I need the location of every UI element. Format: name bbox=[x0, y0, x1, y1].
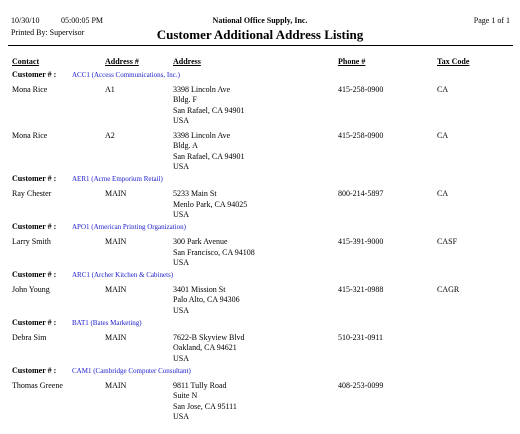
customer-label: Customer # : bbox=[12, 270, 57, 280]
report-body bbox=[0, 69, 520, 423]
address-line: Suite N bbox=[173, 391, 198, 401]
contact-name: Mona Rice bbox=[12, 85, 48, 94]
address-line: USA bbox=[173, 257, 190, 267]
address-number: MAIN bbox=[105, 380, 127, 390]
customer-name: AER1 (Acme Emporium Retail) bbox=[72, 175, 163, 184]
column-header-address-number: Address # bbox=[105, 57, 139, 66]
address-line: 300 Park Avenue bbox=[173, 237, 228, 247]
address-line: 3398 Lincoln Ave bbox=[173, 85, 231, 94]
address-line: San Jose, CA 95111 bbox=[173, 401, 237, 411]
address-line: Bldg. A bbox=[173, 141, 198, 151]
address-line: 3401 Mission St bbox=[173, 285, 226, 295]
customer-name: BAT1 (Bates Marketing) bbox=[72, 319, 142, 328]
address-line: Bldg. F bbox=[173, 95, 198, 105]
address-line: USA bbox=[173, 162, 190, 172]
tax-code: CA bbox=[437, 131, 449, 141]
phone-number: 510-231-0911 bbox=[338, 333, 384, 343]
printed-by: Printed By: Supervisor bbox=[11, 28, 85, 37]
address-line: San Francisco, CA 94108 bbox=[173, 247, 255, 257]
address-line: USA bbox=[173, 353, 190, 363]
address-line: 5233 Main St bbox=[173, 189, 217, 199]
customer-label: Customer # : bbox=[12, 222, 57, 232]
customer-header bbox=[0, 269, 520, 281]
address-row bbox=[0, 377, 520, 423]
customer-label: Customer # : bbox=[12, 174, 57, 184]
address-line: 9811 Tully Road bbox=[173, 380, 227, 390]
customer-label: Customer # : bbox=[12, 318, 57, 328]
contact-name: Debra Sim bbox=[12, 333, 47, 343]
address-number: A1 bbox=[105, 85, 115, 94]
address-line: 3398 Lincoln Ave bbox=[173, 131, 231, 141]
phone-number: 415-258-0900 bbox=[338, 85, 384, 94]
address-row bbox=[0, 329, 520, 365]
address-line: Oakland, CA 94621 bbox=[173, 343, 237, 353]
address-row bbox=[0, 281, 520, 317]
address-line: San Rafael, CA 94901 bbox=[173, 105, 245, 115]
address-line: 7622-B Skyview Blvd bbox=[173, 333, 245, 343]
customer-header bbox=[0, 317, 520, 329]
report-date: 10/30/10 bbox=[11, 16, 40, 25]
address-number: A2 bbox=[105, 131, 115, 141]
tax-code: CA bbox=[437, 85, 449, 94]
phone-number: 800-214-5897 bbox=[338, 189, 384, 199]
company-name: National Office Supply, Inc. bbox=[212, 16, 308, 25]
address-line: Menlo Park, CA 94025 bbox=[173, 199, 248, 209]
address-line: San Rafael, CA 94901 bbox=[173, 151, 245, 161]
customer-header bbox=[0, 173, 520, 185]
contact-name: Mona Rice bbox=[12, 131, 48, 141]
column-header-address: Address bbox=[173, 57, 201, 66]
address-line: USA bbox=[173, 411, 190, 421]
tax-code: CASF bbox=[437, 237, 458, 247]
address-row bbox=[0, 81, 520, 127]
phone-number: 415-258-0900 bbox=[338, 131, 384, 141]
header-rule bbox=[8, 45, 513, 46]
page-number: Page 1 of 1 bbox=[473, 16, 510, 25]
phone-number: 408-253-0099 bbox=[338, 380, 384, 390]
contact-name: Ray Chester bbox=[12, 189, 52, 199]
contact-name: Larry Smith bbox=[12, 237, 51, 247]
address-number: MAIN bbox=[105, 189, 127, 199]
address-number: MAIN bbox=[105, 237, 127, 247]
phone-number: 415-321-0988 bbox=[338, 285, 384, 295]
address-line: USA bbox=[173, 115, 190, 125]
customer-name: APO1 (American Printing Organization) bbox=[72, 223, 186, 232]
address-row bbox=[0, 185, 520, 221]
address-line: Palo Alto, CA 94306 bbox=[173, 295, 240, 305]
address-line: USA bbox=[173, 209, 190, 219]
report-time: 05:00:05 PM bbox=[61, 16, 104, 25]
report-title: Customer Additional Address Listing bbox=[156, 27, 364, 42]
customer-label: Customer # : bbox=[12, 70, 57, 79]
contact-name: John Young bbox=[12, 285, 50, 295]
customer-header bbox=[0, 365, 520, 377]
customer-name: ARC1 (Archer Kitchen & Cabinets) bbox=[72, 271, 174, 280]
address-number: MAIN bbox=[105, 333, 127, 343]
address-row bbox=[0, 127, 520, 173]
address-row bbox=[0, 233, 520, 269]
customer-header bbox=[0, 69, 520, 81]
customer-name: CAM1 (Cambridge Computer Consultant) bbox=[72, 366, 191, 375]
phone-number: 415-391-9000 bbox=[338, 237, 384, 247]
contact-name: Thomas Greene bbox=[12, 380, 63, 390]
address-number: MAIN bbox=[105, 285, 127, 295]
customer-label: Customer # : bbox=[12, 365, 57, 375]
address-line: USA bbox=[173, 305, 190, 315]
column-header-contact: Contact bbox=[12, 57, 40, 66]
customer-header bbox=[0, 221, 520, 233]
tax-code: CAGR bbox=[437, 285, 460, 295]
tax-code: CA bbox=[437, 189, 449, 199]
column-header-tax-code: Tax Code bbox=[437, 57, 470, 66]
column-header-phone: Phone # bbox=[338, 57, 366, 66]
customer-name: ACC1 (Access Communications, Inc.) bbox=[72, 71, 180, 79]
